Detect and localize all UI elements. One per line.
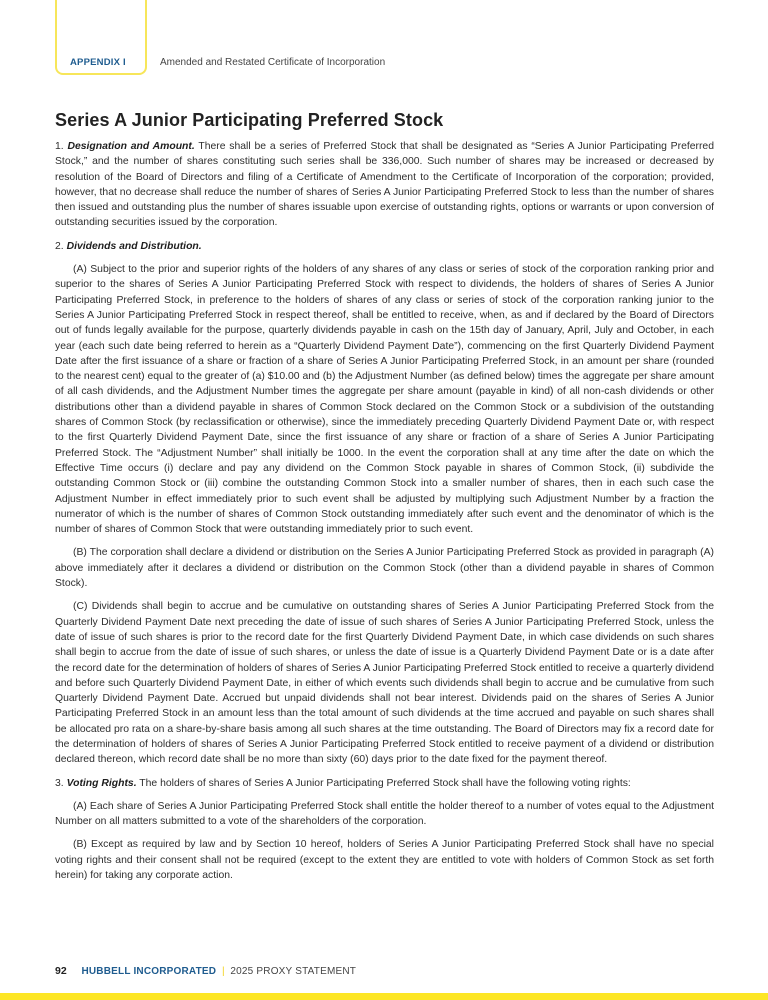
section-2-paragraph-b: (B) The corporation shall declare a dividend or distribution on the Series A Junior Participating Preferred Stock as provided in paragraph (A) above immediately after it declares a dividend or distribution on the Common Stock (other than a dividend payable in shares of Common Stock). <box>55 547 714 590</box>
company-name: HUBBELL INCORPORATED <box>81 966 217 977</box>
page-footer <box>55 965 356 977</box>
document-body <box>55 139 714 891</box>
section-2-paragraph-c: (C) Dividends shall begin to accrue and be cumulative on outstanding shares of Series A Junior Participating Preferred Stock from the Quarterly Dividend Payment Date next preceding the date of issue of such shares of Series A Junior Participating Preferred Stock, unless the date of issue of such shares is prior to the record date for the first Quarterly Dividend Payment Date, in which case dividends on such shares shall begin to accrue from the date of issue of such shares, or unless the date of issue is a Quarterly Dividend Payment Date or is a date after the record date for the determination of holders of shares of Series A Junior Participating Preferred Stock entitled to receive a quarterly dividend and before such Quarterly Dividend Payment Date, in either of which events such dividends shall begin to accrue and be cumulative from such Quarterly Dividend Payment Date. Accrued but unpaid dividends shall not bear interest. Dividends paid on the shares of Series A Junior Participating Preferred Stock in an amount less than the total amount of such dividends at the time accrued and payable on such shares shall be allocated pro rata on a share-by-share basis among all such shares at the time outstanding. The Board of Directors may fix a record date for the determination of holders of shares of Series A Junior Participating Preferred Stock entitled to receive payment of a dividend or distribution declared thereon, which record date shall be no more than sixty (60) days prior to the date fixed for the payment thereof. <box>55 601 715 766</box>
page-title: Series A Junior Participating Preferred Stock <box>55 110 444 130</box>
section-3-paragraph-b: (B) Except as required by law and by Section 10 hereof, holders of Series A Junior Participating Preferred Stock shall have no special voting rights and their consent shall not be required (except to the extent they are entitled to vote with holders of Common Stock as set forth herein) for taking any corporate action. <box>55 839 714 882</box>
section-heading: Designation and Amount. <box>67 141 195 152</box>
appendix-label: APPENDIX I <box>70 57 126 68</box>
footer-separator: | <box>222 966 225 977</box>
section-number: 3. <box>55 777 64 789</box>
section-heading: Voting Rights. <box>66 777 137 789</box>
section-1-designation <box>55 139 714 231</box>
section-3-paragraph-a: (A) Each share of Series A Junior Participating Preferred Stock shall entitle the holder thereof to a number of votes equal to the Adjustment Number on all matters submitted to a vote of the shareholders of the corporation. <box>55 800 714 828</box>
section-2-dividends <box>55 239 714 254</box>
section-number: 1. <box>55 141 64 152</box>
section-heading: Dividends and Distribution. <box>66 240 202 252</box>
header-title: Amended and Restated Certificate of Incorporation <box>160 57 386 68</box>
section-2-paragraph-a: (A) Subject to the prior and superior rights of the holders of any shares of any class or series of stock of the corporation ranking prior and superior to the shares of Series A Junior Participating Preferred Stock with respect to dividends, the holders of shares of Series A Junior Participating Preferred Stock, in preference to the holders of shares of any class or series of stock of the corporation ranking junior to the Series A Junior Participating Preferred Stock in respect thereof, shall be entitled to receive, when, as and if declared by the Board of Directors out of funds legally available for the purpose, quarterly dividends payable in cash on the 15th day of January, April, July and October, in each year (each such date being referred to herein as a “Quarterly Dividend Payment Date”), commencing on the first Quarterly Dividend Payment Date after the first issuance of a share or fraction of a share of Series A Junior Participating Preferred Stock, in an amount per share (rounded to the nearest cent) equal to the greater of (a) $10.00 and (b) the Adjustment Number (as defined below) times the aggregate per share amount of all cash dividends, and the Adjustment Number times the aggregate per share amount (payable in kind) of all non-cash dividends or other distributions other than a dividend payable in shares of Common Stock declared on the Common Stock or a subdivision of the outstanding shares of Common Stock (by reclassification or otherwise), since the immediately preceding Quarterly Dividend Payment Date or, with respect to the first Quarterly Dividend Payment Date, since the first issuance of any share or fraction of a share of Series A Junior Participating Preferred Stock. The “Adjustment Number” shall initially be 1000. In the event the corporation shall at any time after the date on which the Effective Time occurs (i) declare and pay any dividend on the Common Stock payable in shares of Common Stock, (ii) subdivide the outstanding Common Stock or (iii) combine the outstanding Common Stock into a smaller number of shares, then in each such case the Adjustment Number in effect immediately prior to such event shall be adjusted by multiplying such Adjustment Number by a fraction the numerator of which is the number of shares of Common Stock outstanding immediately after such event and the denominator of which is the number of shares of Common Stock that were outstanding immediately prior to such event. <box>55 264 714 536</box>
bottom-accent-band <box>0 993 768 1000</box>
document-name: 2025 PROXY STATEMENT <box>230 966 357 977</box>
section-3-voting <box>55 776 714 791</box>
section-text: The holders of shares of Series A Junior Participating Preferred Stock shall have the following voting rights: <box>139 777 631 789</box>
page-number: 92 <box>55 965 67 977</box>
section-number: 2. <box>55 240 64 252</box>
section-text: There shall be a series of Preferred Stock that shall be designated as “Series A Junior Participating Preferred Stock,” and the number of shares constituting such series shall be 336,000. Such number of shares may be increased or decreased by resolution of the Board of Directors and filing of a Certificate of Amendment to the Certificate of Incorporation of the corporation; provided, however, that no decrease shall reduce the number of shares of Series A Junior Participating Preferred Stock to less than the number of shares then issued and outstanding plus the number of shares issuable upon exercise of outstanding rights, options or warrants or upon conversion of outstanding securities issued by the corporation. <box>55 141 714 229</box>
